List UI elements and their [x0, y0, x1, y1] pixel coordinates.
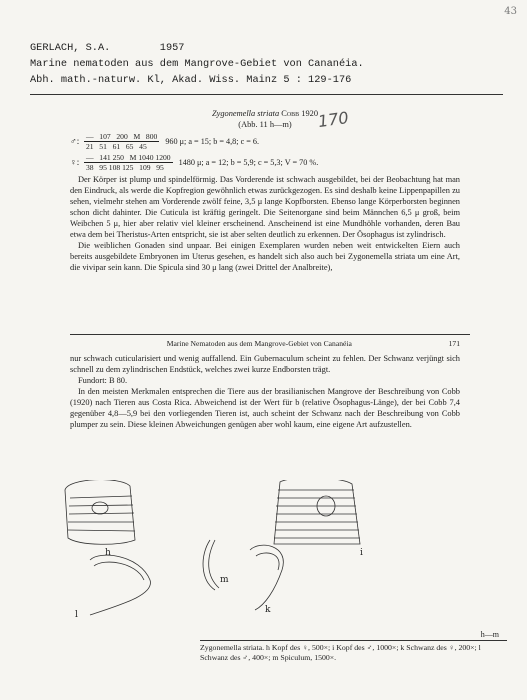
- paragraph-2: Die weiblichen Gonaden sind unpaar. Bei einigen Exemplaren wurden neben weit entwickelten Eiern auch bereits ausgebildete Embryonen im Uterus gesehen, es handelt sich also auch bei Zygonemella striata um eine Art, die vivipar sein kann. Die Spicula sind 30 μ lang (zwei Drittel der Analbreite),: [70, 241, 460, 272]
- paragraph-3: nur schwach cuticularisiert und wenig auffallend. Ein Gubernaculum scheint zu fehlen. Der Schwanz verjüngt sich schnell zu dem zylindrischen Endstück, welches zwei kurze Endborsten trägt.: [70, 354, 460, 374]
- running-header-title: Marine Nematoden aus dem Mangrove-Gebiet von Cananéia: [166, 339, 352, 348]
- citation-line-3: Abh. math.-naturw. Kl, Akad. Wiss. Mainz 5 : 129-176: [30, 74, 352, 86]
- citation-line-2: Marine nematoden aus dem Mangrove-Gebiet von Cananéia.: [30, 58, 364, 70]
- continuation-section: [70, 338, 460, 430]
- running-header-page: 171: [448, 339, 460, 348]
- label-l: l: [75, 610, 78, 620]
- page-number: 43: [504, 6, 517, 17]
- top-separator: [30, 94, 503, 95]
- handwritten-note: 170: [316, 107, 350, 132]
- paragraph-4: Fundort: B 80.: [78, 376, 128, 385]
- label-h: h: [105, 548, 111, 558]
- running-header: [70, 338, 460, 349]
- formula-bottom: 21 51 61 65 45: [86, 142, 147, 151]
- label-m: m: [220, 575, 229, 585]
- paragraph-5: In den meisten Merkmalen entsprechen die Tiere aus der brasilianischen Mangrove der Beschreibung von Cobb (1920) nach Tieren aus Costa Rica. Abweichend ist der Wert für b (relative Ösophagus-Länge), der bei Cobb 7,4 gegenüber 4,8—5,9 bei den vorliegenden Tieren ist, auch scheint der Schwanz nach der Beschreibung von Cobb plumper zu sein. Diese kleinen Abweichungen genügen aber wohl kaum, eine eigene Art aufzustellen.: [70, 387, 460, 429]
- caption-range: h—m: [480, 630, 499, 639]
- formula-female: [70, 153, 460, 172]
- formula-top: — 141 250 M 1040 1200: [86, 153, 171, 162]
- species-section: [70, 108, 460, 273]
- figure-illustration: [60, 480, 500, 630]
- caption-separator: [200, 640, 507, 641]
- paragraph-1: Der Körper ist plump und spindelförmig. Das Vorderende ist schwach ausgebildet, bei der Beobachtung hat man den Eindruck, als werde die Kopfregion gewöhnlich etwas zurückgezogen. Es sind deshalb keine Lippenpapillen zu sehen, vielmehr stehen am Vorderende zwölf feine, 3,5 μ lange Kopfborsten. Ebenso lange Körperborsten beginnen schon dicht dahinter. Die Cuticula ist kräftig geringelt. Die Seitenorgane sind beim Männchen 6,5 μ groß, beim Weibchen 5 μ, hier aber relativ viel kleiner erscheinend. Anscheinend ist eine Mundhöhle vorhanden, deren Bau etwa dem bei Theristus-Arten entspricht, sie ist aber selten deutlich zu erkennen. Der Ösophagus ist zylindrisch.: [70, 175, 460, 239]
- species-title: Zygonemella striata: [211, 109, 280, 118]
- formula-sex: ♂:: [70, 136, 80, 146]
- citation-block: [30, 40, 364, 88]
- formula-top: — 107 200 M 800: [86, 132, 158, 141]
- figure-caption: Zygonemella striata. h Kopf des ♀, 500×; i Kopf des ♂, 1000×; k Schwanz des ♀, 200×; l Schwanz des ♂, 400×; m Spiculum, 1500×.: [200, 643, 481, 662]
- formula-male: [70, 132, 460, 151]
- formula-values: 1480 μ; a = 12; b = 5,9; c = 5,3; V = 70 %.: [178, 158, 319, 167]
- mid-separator: [70, 334, 470, 335]
- label-k: k: [265, 605, 271, 615]
- figure-reference: (Abb. 11 h—m): [238, 120, 292, 129]
- figure-drawings: [60, 480, 500, 630]
- citation-line-1: GERLACH, S.A. 1957: [30, 42, 185, 54]
- formula-values: 960 μ; a = 15; b = 4,8; c = 6.: [165, 137, 260, 146]
- species-author: Cobb 1920: [281, 109, 319, 118]
- formula-bottom: 38 95 108 125 109 95: [86, 163, 164, 172]
- label-i: i: [360, 548, 363, 558]
- formula-sex: ♀:: [70, 157, 80, 167]
